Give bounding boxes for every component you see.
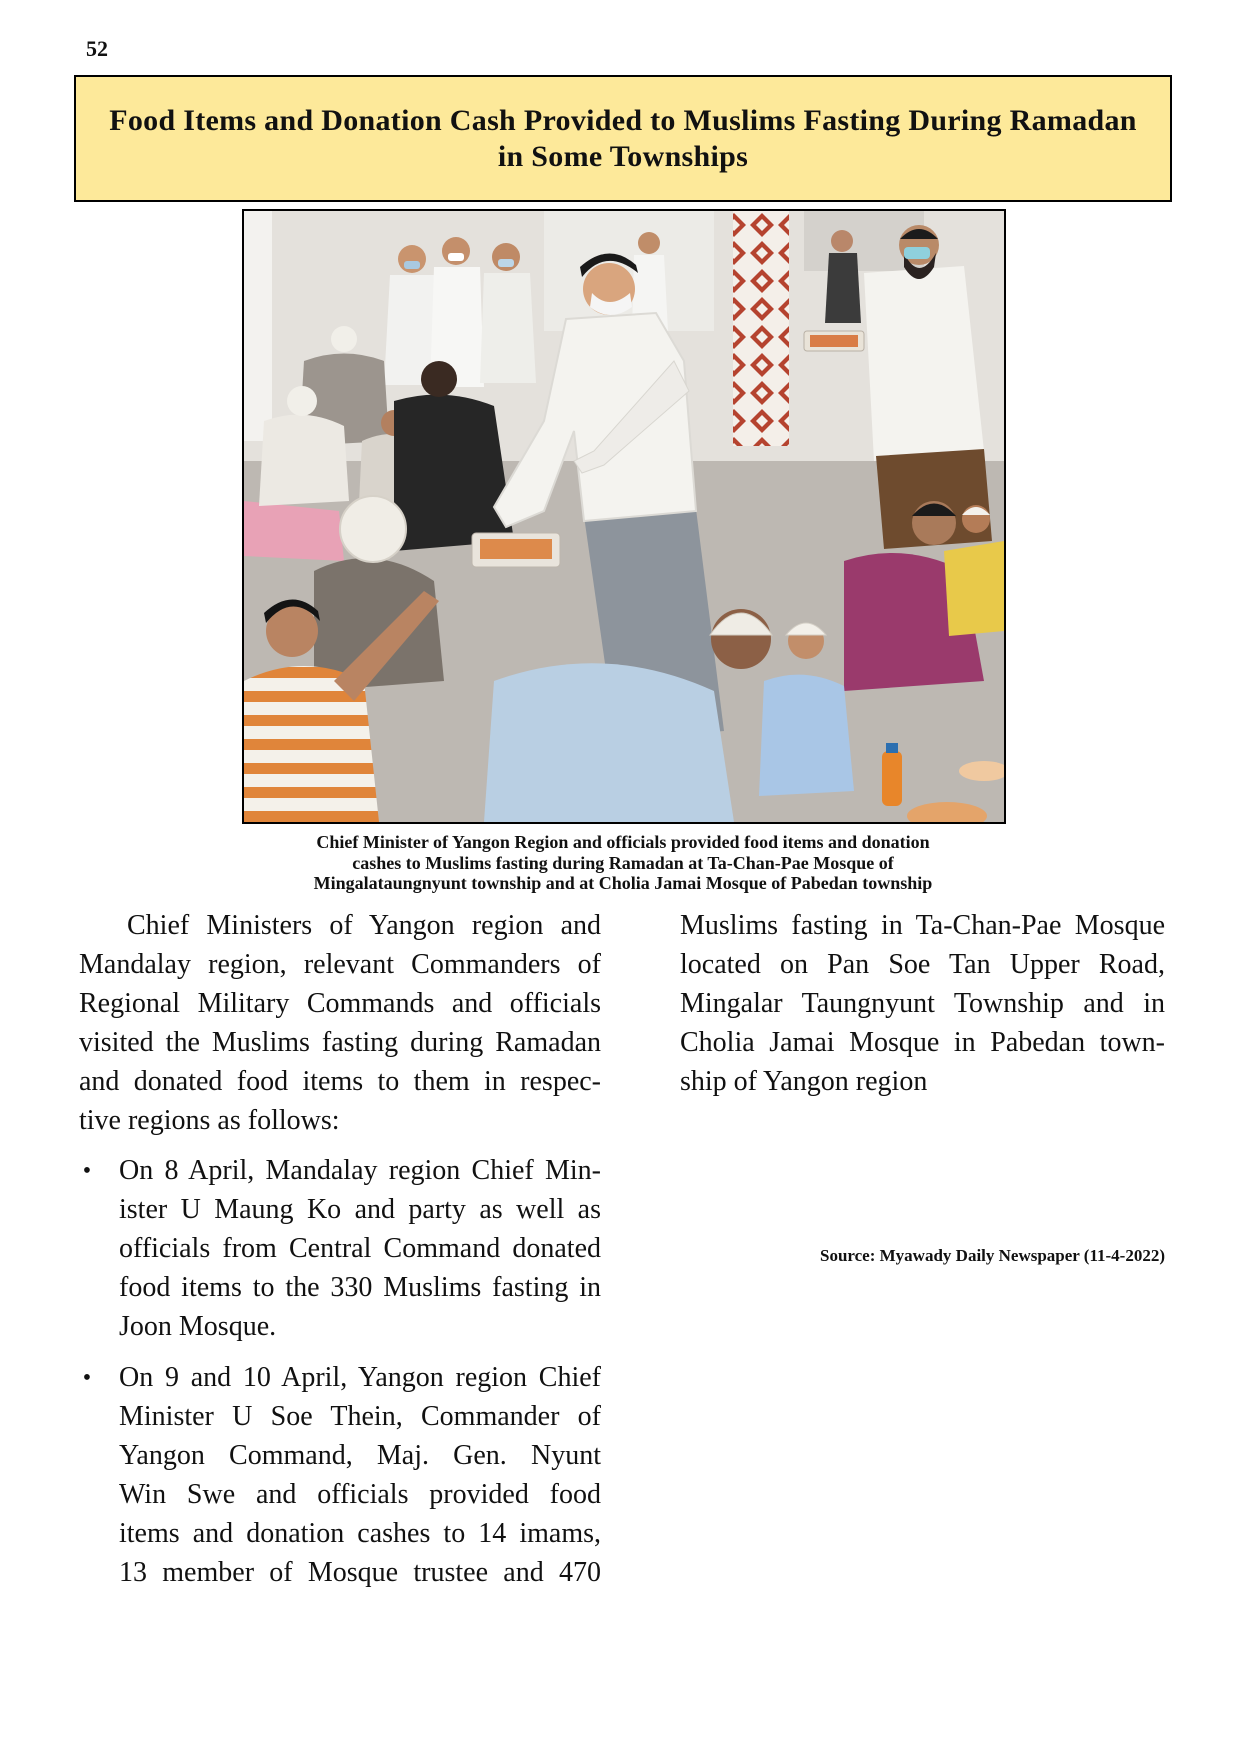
prayer-mat — [244, 501, 344, 561]
headline-line: in Some Townships — [497, 139, 749, 173]
text-line: 13 member of Mosque trustee and 470 — [119, 1556, 601, 1588]
bullet-icon: • — [82, 1158, 92, 1185]
text-line: Yangon Command, Maj. Gen. Nyunt — [119, 1439, 601, 1471]
text-line: Joon Mosque. — [119, 1311, 277, 1343]
intro-paragraph — [79, 907, 601, 1140]
bullet-item — [79, 1359, 601, 1592]
text-line: Win Swe and officials provided food — [119, 1478, 601, 1510]
text-line: Mandalay region, relevant Commanders of — [79, 948, 601, 980]
text-line: ister U Maung Ko and party as well as — [119, 1194, 601, 1226]
photo-illustration — [244, 211, 1004, 822]
news-photo — [242, 209, 1006, 824]
text-line: Cholia Jamai Mosque in Pabedan town- — [680, 1026, 1165, 1058]
text-line: Regional Military Commands and officials — [79, 987, 601, 1019]
left-column — [79, 907, 601, 1592]
text-line: Chief Ministers of Yangon region and — [127, 910, 601, 941]
page-number: 52 — [86, 36, 108, 61]
text-line: tive regions as follows: — [79, 1104, 340, 1136]
headline-box — [74, 75, 1172, 202]
right-column — [680, 907, 1165, 1102]
caption-line: Chief Minister of Yangon Region and officials provided food items and donation — [316, 832, 930, 852]
text-line: ship of Yangon region — [680, 1065, 928, 1097]
photo-caption — [123, 832, 1123, 894]
text-line: Minister U Soe Thein, Commander of — [119, 1400, 601, 1432]
caption-line: Mingalataungnyunt township and at Cholia Jamai Mosque of Pabedan township — [313, 873, 933, 893]
caption-line: cashes to Muslims fasting during Ramadan at Ta-Chan-Pae Mosque of — [352, 852, 894, 873]
headline-line: Food Items and Donation Cash Provided to Muslims Fasting During Ramadan — [109, 103, 1137, 137]
source-credit: Source: Myawady Daily Newspaper (11-4-2022) — [819, 1246, 1165, 1265]
text-line: Muslims fasting in Ta-Chan-Pae Mosque — [680, 910, 1165, 941]
text-line: and donated food items to them in respec- — [79, 1065, 601, 1097]
pillar — [733, 211, 789, 446]
text-line: On 9 and 10 April, Yangon region Chief — [119, 1361, 601, 1393]
bullet-item — [79, 1152, 601, 1347]
text-line: officials from Central Command donated — [119, 1233, 601, 1265]
text-line: items and donation cashes to 14 imams, — [119, 1517, 601, 1549]
text-line: Mingalar Taungnyunt Township and in — [680, 987, 1165, 1019]
text-line: food items to the 330 Muslims fasting in — [119, 1272, 601, 1304]
bullet-icon: • — [82, 1364, 92, 1391]
text-line: visited the Muslims fasting during Ramadan — [79, 1026, 601, 1058]
text-line: located on Pan Soe Tan Upper Road, — [680, 948, 1165, 980]
text-line: On 8 April, Mandalay region Chief Min- — [119, 1155, 601, 1187]
